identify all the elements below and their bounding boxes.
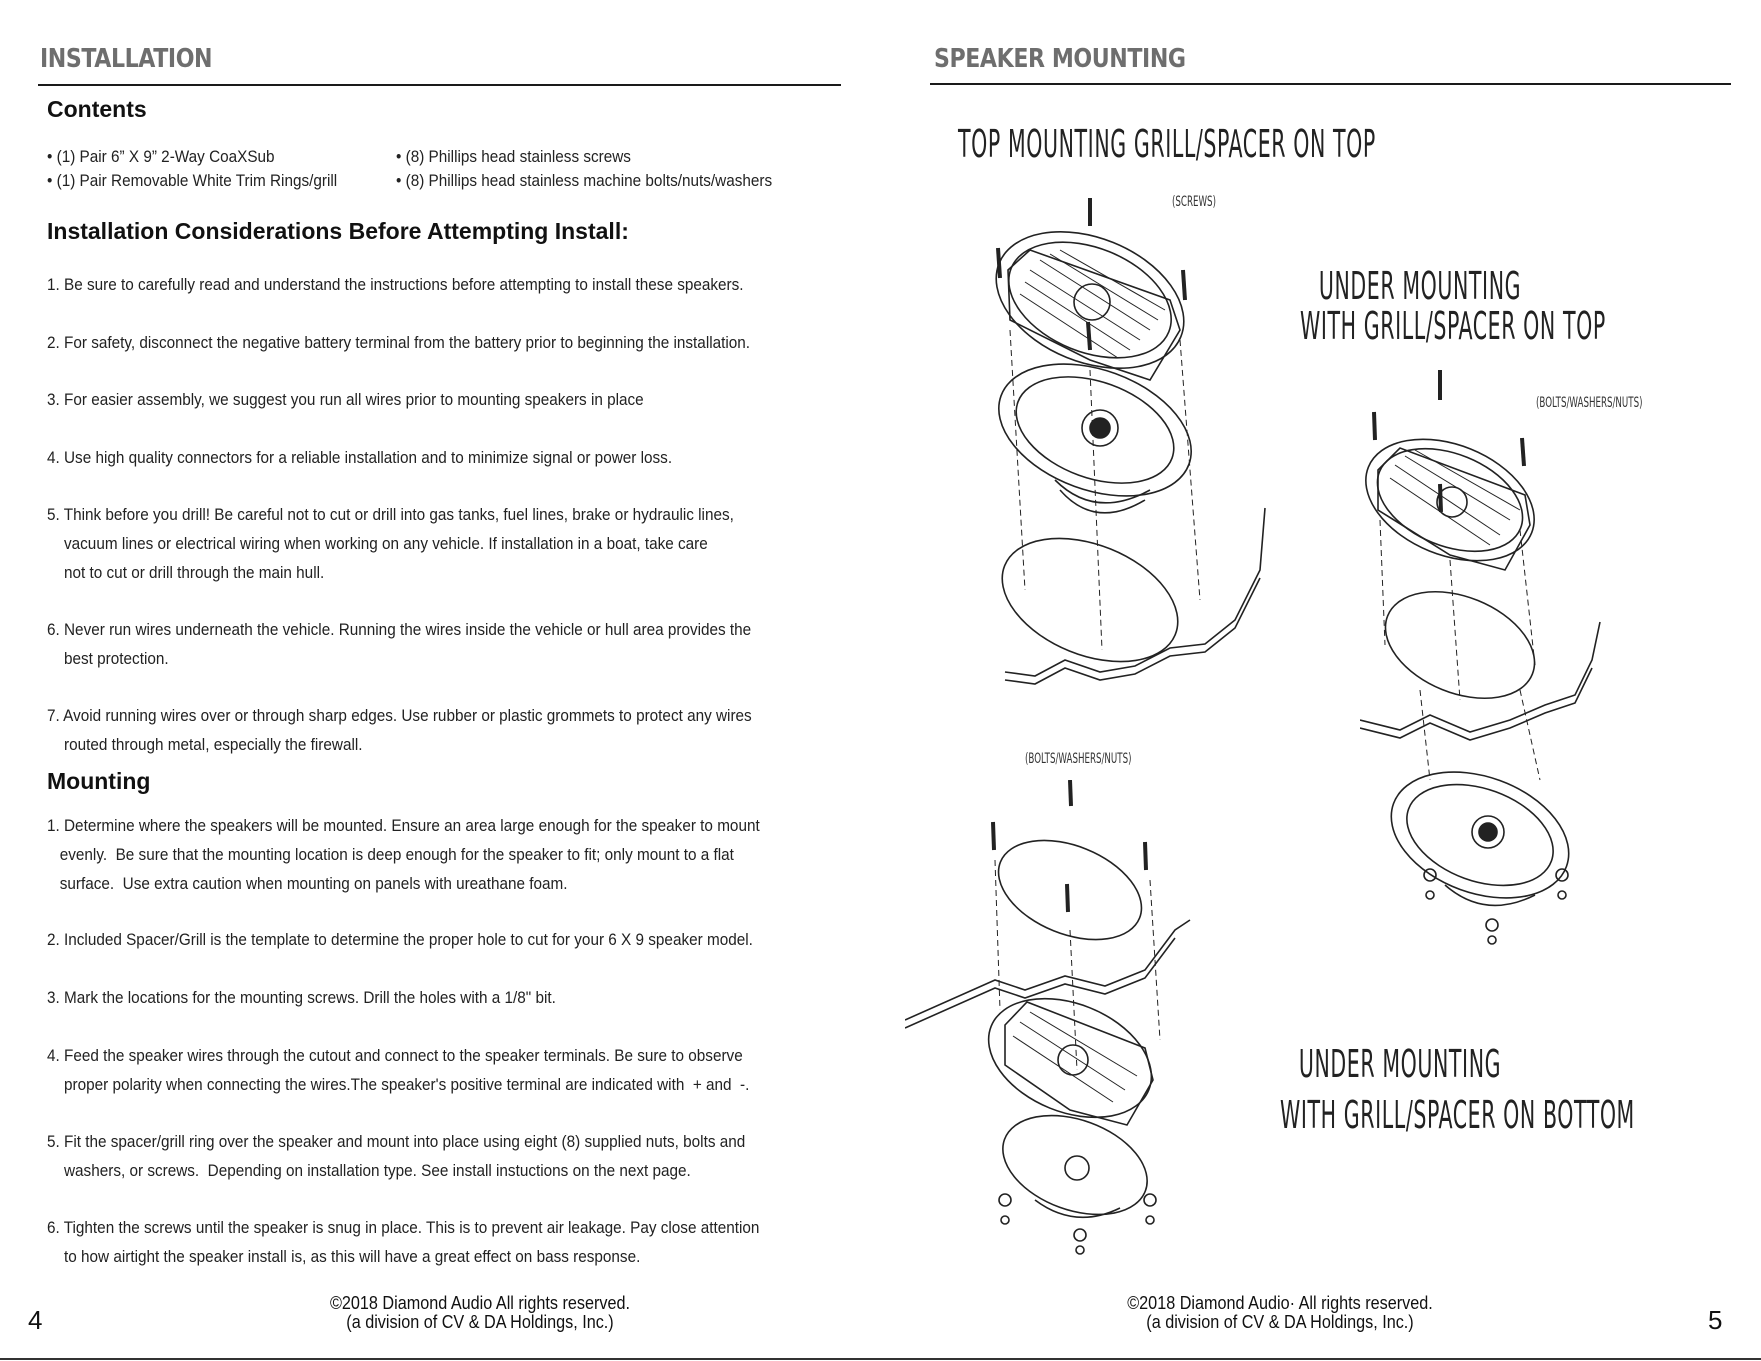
consideration-item: 4. Use high quality connectors for a reliable installation and to minimize signal or power loss. — [47, 448, 673, 467]
consideration-item: 1. Be sure to carefully read and understand the instructions before attempting to install these speakers. — [47, 275, 744, 294]
mounting-item: 4. Feed the speaker wires through the cutout and connect to the speaker terminals. Be sure to observe proper polarity when connecting the wires.The speaker's positive terminal are indicated with + and -. — [47, 1046, 750, 1094]
section-title-installation: INSTALLATION — [40, 44, 213, 74]
page-bottom-rule — [0, 1358, 1761, 1360]
bolts-label-left: (BOLTS/WASHERS/NUTS) — [1025, 751, 1132, 767]
screws-label: (SCREWS) — [1172, 194, 1216, 210]
mounting-item: 2. Included Spacer/Grill is the template to determine the proper hole to cut for your 6 X 9 speaker model. — [47, 930, 753, 949]
footer — [246, 1294, 714, 1332]
contents-item: • (8) Phillips head stainless screws — [396, 147, 631, 166]
consideration-item: 6. Never run wires underneath the vehicle. Running the wires inside the vehicle or hull area provides the best protection. — [47, 620, 752, 668]
consideration-item: 2. For safety, disconnect the negative battery terminal from the battery prior to beginning the installation. — [47, 333, 751, 352]
footer-division: (a division of CV & DA Holdings, Inc.) — [346, 1312, 614, 1332]
mounting-item: 3. Mark the locations for the mounting screws. Drill the holes with a 1/8" bit. — [47, 988, 556, 1007]
under-mounting-bottom-title-2: WITH GRILL/SPACER ON BOTTOM — [1280, 1093, 1635, 1137]
footer — [1046, 1294, 1514, 1332]
footer-division: (a division of CV & DA Holdings, Inc.) — [1146, 1312, 1414, 1332]
mounting-heading: Mounting — [47, 768, 151, 794]
top-mounting-title: TOP MOUNTING GRILL/SPACER ON TOP — [958, 122, 1376, 166]
under-mounting-top-diagram-icon — [1360, 360, 1740, 950]
section-title-speaker-mounting: SPEAKER MOUNTING — [934, 44, 1186, 74]
bolts-label-right: (BOLTS/WASHERS/NUTS) — [1536, 395, 1643, 411]
contents-item: • (1) Pair Removable White Trim Rings/grill — [47, 171, 338, 190]
page-number: 5 — [1708, 1305, 1723, 1335]
contents-item: • (8) Phillips head stainless machine bolts/nuts/washers — [396, 171, 773, 190]
under-mounting-bottom-title-1: UNDER MOUNTING — [1298, 1042, 1502, 1086]
footer-copyright: ©2018 Diamond Audio· All rights reserved. — [1127, 1293, 1433, 1313]
section-rule — [38, 84, 841, 86]
page-number: 4 — [28, 1305, 43, 1335]
left-page — [0, 0, 880, 1361]
under-mounting-top-title-1: UNDER MOUNTING — [1318, 264, 1522, 308]
consideration-item: 5. Think before you drill! Be careful not to cut or drill into gas tanks, fuel lines, brake or hydraulic lines, vacuum lines or electrical wiring when working on any vehicle. If installation in a boat, take care not to cut or drill through the main hull. — [47, 505, 734, 582]
contents-heading: Contents — [47, 96, 147, 122]
mounting-item: 6. Tighten the screws until the speaker is snug in place. This is to prevent air leakage. Pay close attention to how airtight the speaker install is, as this will have a great effect on bass response. — [47, 1218, 760, 1266]
section-rule — [930, 83, 1731, 85]
contents-item: • (1) Pair 6” X 9” 2-Way CoaXSub — [47, 147, 275, 166]
mounting-item: 5. Fit the spacer/grill ring over the speaker and mount into place using eight (8) supplied nuts, bolts and washers, or screws. Depending on installation type. See install instuctions on the next page. — [47, 1132, 746, 1180]
mounting-item: 1. Determine where the speakers will be mounted. Ensure an area large enough for the speaker to mount evenly. Be sure that the mounting location is deep enough for the speaker to fit; only mount to a flat surface. Use extra caution when mounting on panels with ureathane foam. — [47, 816, 760, 893]
consideration-item: 7. Avoid running wires over or through sharp edges. Use rubber or plastic grommets to protect any wires routed through metal, especially the firewall. — [47, 706, 752, 754]
under-mounting-bottom-diagram-icon — [905, 780, 1225, 1260]
top-mounting-diagram-icon — [880, 190, 1300, 700]
footer-copyright: ©2018 Diamond Audio All rights reserved. — [329, 1293, 631, 1313]
right-page — [880, 0, 1761, 1361]
consideration-item: 3. For easier assembly, we suggest you run all wires prior to mounting speakers in place — [47, 390, 644, 409]
under-mounting-top-title-2: WITH GRILL/SPACER ON TOP — [1300, 304, 1606, 348]
considerations-heading: Installation Considerations Before Attempting Install: — [47, 218, 629, 244]
